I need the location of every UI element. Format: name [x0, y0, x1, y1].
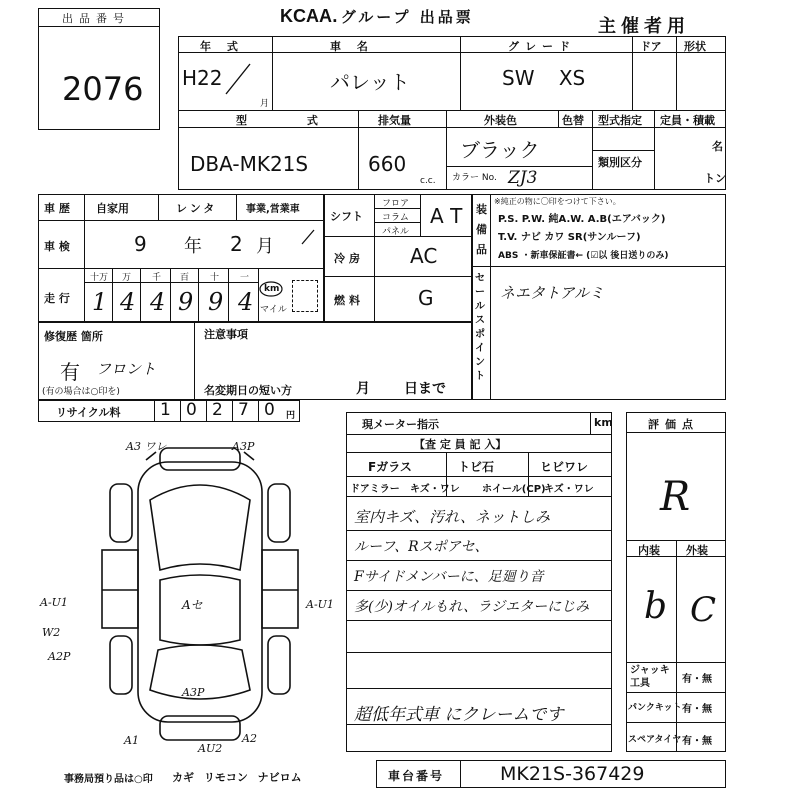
wheel-label: ホイール(CP)	[482, 484, 546, 495]
history-commercial: 事業,営業車	[246, 204, 300, 215]
damage-mark-front-crack: A3 ワレ	[126, 440, 167, 453]
deadline-day: 日まで	[404, 381, 446, 397]
history-rental: レンタ	[176, 202, 218, 215]
equipment-line-1: P.S. P.W. 純A.W. A.B(エアバック)	[498, 214, 666, 225]
month-unit: 月	[260, 99, 270, 109]
interior-label: 内装	[638, 544, 660, 557]
comment-line-2: ルーフ、Rスポアセ、	[354, 539, 489, 555]
chassis-value: MK21S-367429	[500, 763, 645, 785]
color-code-value: ZJ3	[508, 168, 538, 188]
equipment-note: ※純正の物に〇印をつけて下さい。	[494, 197, 621, 206]
comment-line-4: 多(少)オイルもれ、ラジエターにじみ	[354, 599, 590, 615]
repair-note: (有の場合は○印を)	[42, 387, 120, 397]
color-label: 外装色	[484, 114, 517, 127]
year-label: 年 式	[200, 40, 244, 53]
cc-unit: c.c.	[420, 176, 436, 186]
displacement-value: 660	[368, 152, 407, 176]
type-spec-label: 型式指定	[598, 114, 642, 127]
glass-crack: ヒビワレ	[540, 460, 589, 474]
repair-value: 有	[60, 360, 80, 384]
mileage-digit-6: 4	[238, 288, 254, 316]
ac-label: 冷房	[334, 252, 364, 265]
history-private: 自家用	[96, 202, 129, 215]
comment-line-6: 超低年式車 にクレームです	[354, 705, 564, 725]
km-circle-mark	[258, 280, 284, 298]
jack-yes-no: 有・無	[682, 674, 712, 685]
shaken-slash	[300, 226, 320, 246]
place-10k: 万	[122, 273, 132, 283]
mileage-label: 走 行	[44, 292, 70, 305]
mile-label: マイル	[260, 305, 287, 315]
model-value: DBA-MK21S	[190, 152, 309, 176]
damage-mark-roof: Aセ	[182, 598, 203, 612]
mile-checkbox	[292, 280, 318, 312]
repair-label: 修復歴 箇所	[44, 330, 103, 343]
grade-value: SW XS	[502, 66, 586, 90]
damage-mark-left-a2p: A2P	[48, 650, 71, 663]
mileage-digit-3: 4	[150, 288, 166, 316]
damage-mark-left-w2: W2	[42, 626, 61, 639]
capacity-unit-persons: 名	[712, 140, 723, 153]
damage-mark-left-side: A-U1	[40, 596, 68, 609]
ac-value: AC	[410, 244, 438, 268]
recycle-unit: 円	[286, 411, 296, 421]
lot-number-label: 出品番号	[62, 12, 130, 25]
notes-label: 注意事項	[204, 328, 248, 341]
wheel-value: キズ・ワレ	[544, 484, 594, 495]
damage-mark-front-right: A3P	[232, 440, 255, 453]
color-value: ブラック	[460, 138, 540, 162]
brand-logo: KCAA	[280, 6, 332, 26]
sales-point-label: セールスポイント	[475, 273, 485, 382]
equipment-line-2: T.V. ナビ カワ SR(サンルーフ)	[498, 232, 641, 243]
jack-label: ジャッキ工具	[630, 665, 670, 689]
glass-chip: トビ石	[458, 460, 495, 474]
chassis-label: 車台番号	[388, 769, 445, 783]
mirror-value: キズ・ワレ	[410, 484, 460, 495]
comment-line-1: 室内キズ、汚れ、ネットしみ	[354, 508, 551, 526]
shaken-label: 車 検	[44, 240, 70, 253]
mirror-label: ドアミラー	[350, 484, 400, 495]
lot-number-value: 2076	[62, 70, 144, 108]
damage-mark-right-side: A-U1	[306, 598, 334, 611]
place-100k: 十万	[90, 273, 109, 283]
grade-label: グレード	[508, 40, 576, 53]
place-1: 一	[240, 273, 250, 283]
car-name-value: パレット	[330, 70, 410, 94]
displacement-label: 排気量	[378, 114, 411, 127]
shift-value: AT	[430, 204, 471, 228]
shaken-month: 2	[230, 232, 243, 256]
sales-point-value: ネエタトアルミ	[500, 284, 604, 302]
mileage-digit-1: 1	[92, 288, 108, 316]
recycle-digit-3: 2	[212, 400, 223, 420]
glass-label: Fガラス	[368, 460, 412, 474]
color-code-label: カラー No.	[452, 173, 497, 183]
shaken-month-unit: 月	[256, 236, 274, 257]
recycle-digit-1: 1	[160, 400, 171, 420]
evaluation-label: 評価点	[648, 418, 699, 431]
repair-place: フロント	[96, 360, 157, 378]
class-label: 類別区分	[598, 156, 642, 169]
organizer-label: 主催者用	[598, 16, 690, 37]
capacity-unit-tons: トン	[704, 172, 726, 185]
interior-score: b	[644, 586, 668, 627]
car-name-label: 車 名	[330, 40, 374, 53]
shift-floor: フロア	[382, 199, 410, 209]
title-text: .グループ 出品票	[332, 8, 474, 26]
capacity-label: 定員・積載	[660, 114, 715, 127]
place-100: 百	[180, 273, 190, 283]
recycle-label: リサイクル料	[56, 406, 121, 419]
equipment-line-3: ABS ・新車保証書← (☑以 後日送りのみ)	[498, 251, 669, 261]
equipment-label: 装備品	[476, 203, 487, 256]
puncture-yes-no: 有・無	[682, 704, 712, 715]
damage-mark-rear-bumper: AU2	[198, 742, 223, 755]
inspector-header: 【査 定 員 記 入】	[414, 438, 507, 451]
puncture-label: パンクキット	[628, 703, 682, 713]
shape-label: 形状	[684, 40, 706, 53]
place-10: 十	[210, 273, 220, 283]
damage-mark-rear-right: A2	[242, 732, 257, 745]
meter-label: 現メーター指示	[362, 418, 439, 431]
year-value: H22	[182, 66, 223, 90]
year-slash	[222, 62, 252, 96]
office-items: カギ リモコン ナビロム	[172, 771, 302, 784]
evaluation-score: R	[660, 474, 691, 520]
shift-column: コラム	[382, 213, 409, 223]
meter-unit: km	[594, 416, 613, 429]
mileage-digit-4: 9	[178, 288, 194, 316]
shaken-year-unit: 年	[184, 236, 202, 257]
km-label: km	[264, 284, 280, 294]
deadline-label: 名変期日の短い方	[204, 384, 292, 397]
model-label: 型 式	[236, 114, 346, 127]
mileage-digit-5: 9	[208, 288, 224, 316]
form-title	[280, 6, 474, 27]
damage-mark-rear: A3P	[182, 686, 205, 699]
fuel-value: G	[418, 286, 434, 310]
paint-label: 色替	[562, 114, 584, 127]
exterior-label: 外装	[686, 544, 708, 557]
history-label: 車 歴	[44, 202, 70, 215]
mileage-digit-2: 4	[120, 288, 136, 316]
damage-mark-rear-left: A1	[124, 734, 139, 747]
office-note: 事務局預り品は○印	[64, 774, 153, 785]
spare-yes-no: 有・無	[682, 736, 712, 747]
recycle-digit-4: 7	[238, 400, 249, 420]
deadline-month: 月	[356, 381, 370, 397]
spare-label: スペアタイヤ	[628, 735, 682, 745]
shaken-year: 9	[134, 232, 147, 256]
recycle-digit-2: 0	[186, 400, 197, 420]
place-1k: 千	[152, 273, 162, 283]
shift-panel: パネル	[382, 227, 410, 237]
recycle-digit-5: 0	[264, 400, 275, 420]
comment-line-3: Fサイドメンバーに、足廻り音	[354, 569, 544, 585]
shift-label: シフト	[330, 210, 363, 223]
exterior-score: C	[690, 590, 717, 630]
door-label: ドア	[640, 40, 662, 53]
fuel-label: 燃料	[334, 294, 364, 307]
